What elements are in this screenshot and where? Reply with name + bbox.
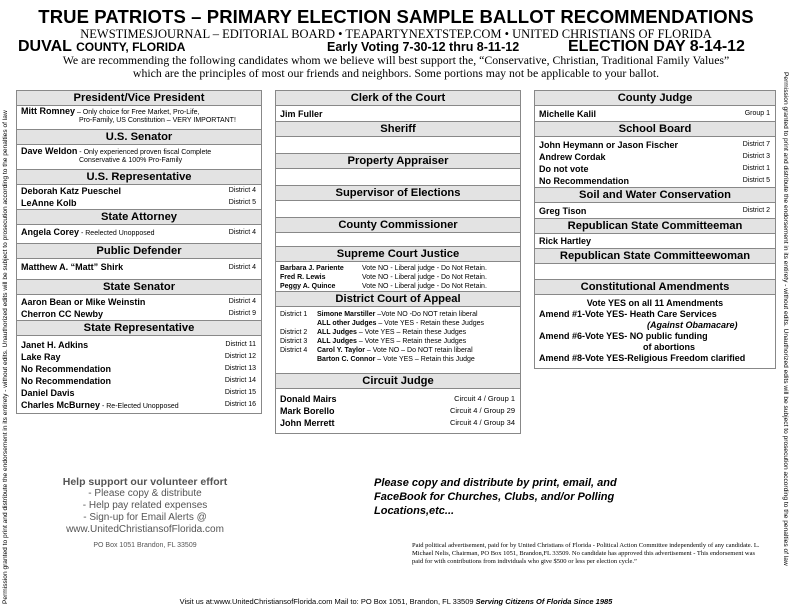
dca-row (276, 346, 520, 355)
help-line: - Sign-up for Email Alerts @ (83, 512, 207, 523)
section-header-commissioner: County Commissioner (276, 217, 520, 233)
candidate-name: Andrew Cordak (539, 152, 606, 162)
help-po-box: PO Box 1051 Brandon, FL 33509 (93, 542, 197, 549)
section-header-supervisor: Supervisor of Elections (276, 185, 520, 201)
district-label: District 3 (742, 153, 770, 160)
help-line: - Help pay related expenses (82, 500, 208, 511)
candidate-name: Janet H. Adkins (21, 340, 89, 350)
candidate-name: Jim Fuller (280, 109, 323, 119)
judge-row (276, 393, 520, 405)
district-label: District 7 (742, 141, 770, 148)
section-header-president: President/Vice President (17, 91, 261, 106)
group-label: Group 1 (744, 110, 770, 117)
candidate-row (276, 106, 520, 121)
judge-name: Barbara J. Pariente (280, 265, 344, 272)
footer-tagline: Serving Citizens Of Florida Since 1985 (475, 597, 613, 606)
candidate-row (17, 106, 261, 116)
candidate-name: Matthew A. “Matt” Shirk (21, 262, 124, 272)
amendment-6-detail: of abortions (643, 342, 695, 352)
candidate-row (17, 295, 261, 308)
candidate-row (17, 145, 261, 156)
candidate-row (17, 399, 261, 413)
judge-row (276, 417, 520, 429)
judge-row (276, 273, 520, 282)
column-federal-state (16, 90, 262, 414)
section-header-state-rep: State Representative (17, 320, 261, 336)
amendment-6: Amend #6-Vote YES- NO public funding (539, 331, 708, 341)
dca-district: District 1 (280, 311, 308, 318)
page-title: TRUE PATRIOTS – PRIMARY ELECTION SAMPLE BALLOT RECOMMENDATIONS (38, 6, 754, 27)
help-heading: Help support our volunteer effort (62, 476, 228, 488)
district-label: District 14 (224, 377, 256, 384)
district-label: District 4 (228, 298, 256, 305)
candidate-name: No Recommendation (539, 176, 630, 186)
district-label: District 5 (228, 199, 256, 206)
candidate-row (17, 197, 261, 209)
dca-vote: – Vote NO – Do NOT retain liberal (364, 347, 473, 354)
candidate-name: Daniel Davis (21, 388, 75, 398)
candidate-note: - Only experienced proven fiscal Complete (77, 149, 212, 156)
section-header-school-board: School Board (535, 121, 775, 137)
section-header-circuit-judge: Circuit Judge (276, 373, 520, 389)
candidate-name: Angela Corey (21, 227, 80, 237)
candidate-note: - Re-Elected Unopposed (100, 403, 179, 410)
column-local-judicial (275, 90, 521, 434)
candidate-row (535, 139, 775, 151)
judge-name: Peggy A. Quince (280, 283, 336, 290)
district-label: District 4 (228, 229, 256, 236)
section-header-amendments: Constitutional Amendments (535, 279, 775, 295)
candidate-note: – Only choice for Free Market, Pro-Life, (75, 109, 200, 116)
judge-vote: Vote NO - Liberal judge - Do Not Retain. (362, 274, 487, 281)
help-line: - Please copy & distribute (88, 488, 202, 499)
candidate-name: Cherron CC Newby (21, 309, 104, 319)
dca-judge: Barton C. Connor (317, 356, 376, 363)
candidate-name: Rick Hartley (539, 236, 592, 246)
help-support-box (45, 476, 245, 552)
candidate-note-line: Pro-Family, US Constitution – VERY IMPORTANT! (79, 117, 236, 124)
section-header-county-judge: County Judge (535, 91, 775, 106)
section-header-soil-water: Soil and Water Conservation (535, 187, 775, 203)
section-header-dca: District Court of Appeal (276, 291, 520, 307)
candidate-row (535, 106, 775, 121)
side-permission-right: Permission granted to print and distribute the endorsement in its entirety - without edits. Unauthorized edits will be subject to prosecution according to the penalties of law (782, 72, 789, 566)
section-header-public-defender: Public Defender (17, 243, 261, 259)
section-header-state-attorney: State Attorney (17, 209, 261, 225)
amendment-8: Amend #8-Vote YES-Religious Freedom clarified (539, 353, 746, 363)
amendment-all: Vote YES on all 11 Amendments (586, 298, 724, 308)
candidate-row (17, 339, 261, 351)
candidate-name: Lake Ray (21, 352, 61, 362)
district-label: District 2 (742, 207, 770, 214)
side-permission-left: Permission granted to print and distribute the endorsement in its entirety - without edits. Unauthorized edits will be subject to prosecution according to the penalties of law (2, 110, 9, 604)
paid-ad-disclaimer: Paid political advertisement, paid for by United Christians of Florida - Political Action Committee independently of any candidate. L. Michael Nelis, Chairman, PO Box 1051, Brandon,FL 33509. No candidate has approved this advertisement - This endorsement was paid for with contributions from individuals who give $500 or less per election cycle.” (412, 542, 760, 565)
amendment-1: Amend #1-Vote YES- Heath Care Services (539, 309, 717, 319)
dca-judge: Carol Y. Taylor (317, 347, 365, 354)
intro-line-1: We are recommending the following candidates whom we believe will best support the, “Conservative, Christian, Traditional Family Values” (62, 53, 730, 67)
dca-district: District 2 (280, 329, 308, 336)
district-label: District 12 (224, 353, 256, 360)
amendment-1-detail: (Against Obamacare) (647, 320, 738, 330)
dca-vote: –Vote NO -Do NOT retain liberal (375, 311, 478, 318)
candidate-row (17, 363, 261, 375)
dca-judge: Simone Marstiller (317, 311, 376, 318)
candidate-row (17, 259, 261, 275)
footer (0, 597, 792, 606)
candidate-name: Michelle Kalil (539, 109, 597, 119)
footer-contact: Visit us at:www.UnitedChristiansofFlorida.com Mail to: PO Box 1051, Brandon, FL 33509 (179, 597, 476, 606)
judge-vote: Vote NO - Liberal judge - Do Not Retain. (362, 265, 487, 272)
district-label: District 1 (742, 165, 770, 172)
dca-row (276, 337, 520, 346)
candidate-name: Mitt Romney (21, 106, 75, 116)
section-header-property-appraiser: Property Appraiser (276, 153, 520, 169)
dca-row (276, 328, 520, 337)
dca-row (276, 355, 520, 364)
candidate-row (17, 308, 261, 320)
judge-name: Donald Mairs (280, 394, 337, 404)
candidate-name: Deborah Katz Pueschel (21, 186, 122, 196)
dca-judge: ALL other Judges (317, 320, 377, 327)
district-label: District 13 (224, 365, 256, 372)
candidate-name: No Recommendation (21, 376, 112, 386)
candidate-row (535, 163, 775, 175)
early-voting-dates: Early Voting 7-30-12 thru 8-11-12 (327, 40, 520, 54)
candidate-name: Do not vote (539, 164, 589, 174)
distribute-note: Please copy and distribute by print, email, and FaceBook for Churches, Clubs, and/or Polling Locations,etc... (374, 477, 617, 517)
section-header-sheriff: Sheriff (276, 121, 520, 137)
candidate-row (535, 234, 775, 248)
dca-vote: – Vote YES – Retain these Judges (356, 329, 467, 336)
dca-district: District 4 (280, 347, 308, 354)
candidate-name: LeAnne Kolb (21, 198, 77, 208)
judge-name: John Merrett (280, 418, 335, 428)
dca-row (276, 310, 520, 319)
section-header-us-rep: U.S. Representative (17, 169, 261, 185)
judge-vote: Vote NO - Liberal judge - Do Not Retain. (362, 283, 487, 290)
candidate-name: Greg Tison (539, 206, 587, 216)
candidate-name: Aaron Bean or Mike Weinstin (21, 297, 146, 307)
district-label: District 4 (228, 187, 256, 194)
district-label: District 4 (228, 264, 256, 271)
section-header-state-senator: State Senator (17, 279, 261, 295)
candidate-name: Charles McBurney (21, 400, 101, 410)
district-label: District 11 (225, 341, 256, 348)
dca-district: District 3 (280, 338, 308, 345)
judge-name: Mark Borello (280, 406, 335, 416)
dca-vote: – Vote YES - Retain these Judges (376, 320, 485, 327)
county-name: DUVAL (18, 38, 72, 55)
judge-name: Fred R. Lewis (280, 274, 326, 281)
candidate-name: John Heymann or Jason Fischer (539, 140, 679, 150)
dca-vote: – Vote YES – Retain these Judges (356, 338, 467, 345)
circuit-group: Circuit 4 / Group 34 (449, 418, 515, 427)
candidate-row (17, 351, 261, 363)
county-suffix: COUNTY, FLORIDA (76, 40, 186, 54)
dca-judge: ALL Judges (317, 329, 357, 336)
district-label: District 9 (228, 310, 256, 317)
page-subtitle: NEWSTIMESJOURNAL – EDITORIAL BOARD • TEAPARTYNEXTSTEP.COM • UNITED CHRISTIANS OF FLORIDA (80, 27, 712, 41)
dca-judge: ALL Judges (317, 338, 357, 345)
intro-text (20, 54, 772, 80)
candidate-note-line: Conservative & 100% Pro-Family (79, 157, 183, 164)
circuit-group: Circuit 4 / Group 29 (449, 406, 515, 415)
intro-line-2: which are the principles of most our friends and neighbors. Some portions may not be applicable to your ballot. (132, 66, 660, 80)
judge-row (276, 282, 520, 291)
section-header-clerk: Clerk of the Court (276, 91, 520, 106)
help-website-link[interactable]: www.UnitedChristiansofFlorida.com (66, 524, 224, 535)
district-label: District 15 (224, 389, 256, 396)
judge-row (276, 264, 520, 273)
candidate-row (17, 375, 261, 387)
candidate-name: Dave Weldon (21, 146, 78, 156)
dca-row (276, 319, 520, 328)
district-label: District 16 (224, 401, 256, 408)
candidate-row (535, 151, 775, 163)
election-day: ELECTION DAY 8-14-12 (568, 38, 745, 55)
section-header-senator: U.S. Senator (17, 129, 261, 145)
candidate-row (17, 225, 261, 239)
district-label: District 5 (742, 177, 770, 184)
section-header-rep-committeeman: Republican State Committeeman (535, 218, 775, 234)
dca-vote: – Vote YES – Retain this Judge (375, 356, 475, 363)
section-header-rep-committeewoman: Republican State Committeewoman (535, 248, 775, 264)
candidate-row (535, 203, 775, 218)
circuit-group: Circuit 4 / Group 1 (454, 394, 515, 403)
section-header-supreme-court: Supreme Court Justice (276, 246, 520, 262)
judge-row (276, 405, 520, 417)
candidate-row (535, 175, 775, 187)
candidate-row (17, 185, 261, 197)
candidate-row (17, 387, 261, 399)
candidate-name: No Recommendation (21, 364, 112, 374)
candidate-note: - Reelected Unopposed (79, 230, 155, 237)
column-county-amendments (534, 90, 776, 369)
